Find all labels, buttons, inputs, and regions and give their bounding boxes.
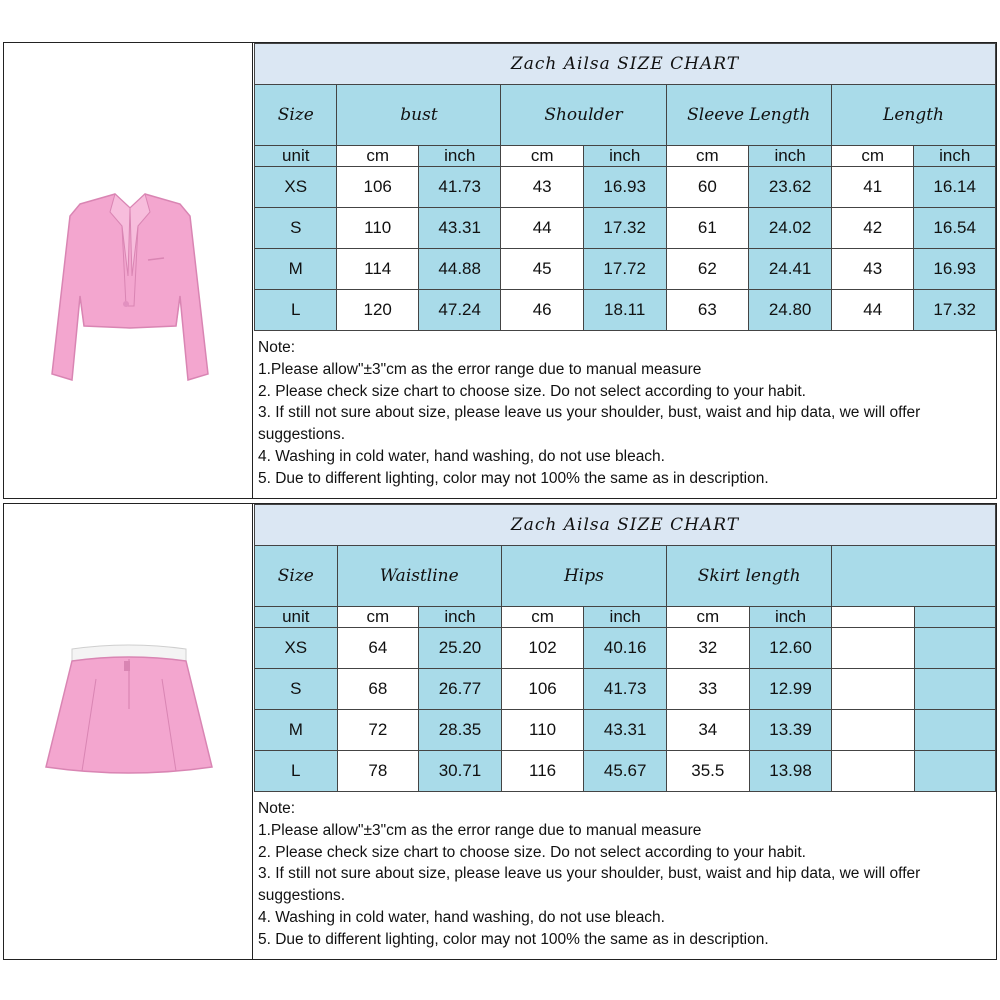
value-cell: 17.32 <box>914 290 996 331</box>
size-cell: S <box>255 669 338 710</box>
size-header: Size <box>255 546 338 607</box>
value-cell <box>832 628 914 669</box>
value-cell: 61 <box>666 208 749 249</box>
unit-label: unit <box>255 607 338 628</box>
value-cell: 12.99 <box>749 669 832 710</box>
notes-block <box>254 794 996 951</box>
skirt-length-header: Skirt length <box>666 546 831 607</box>
value-cell: 106 <box>337 167 418 208</box>
size-cell: M <box>255 249 337 290</box>
unit-cell: inch <box>583 146 666 167</box>
value-cell: 13.39 <box>749 710 832 751</box>
table-row <box>255 208 996 249</box>
note-line: 2. Please check size chart to choose size. Do not select according to your habit. <box>258 843 806 861</box>
bust-header: bust <box>337 85 501 146</box>
value-cell <box>832 710 914 751</box>
table-row <box>255 167 996 208</box>
value-cell: 30.71 <box>419 751 502 792</box>
value-cell: 116 <box>501 751 584 792</box>
value-cell: 41 <box>832 167 914 208</box>
size-cell: L <box>255 290 337 331</box>
table-row <box>255 290 996 331</box>
size-cell: XS <box>255 628 338 669</box>
empty-header <box>832 546 996 607</box>
sleeve-length-header: Sleeve Length <box>666 85 832 146</box>
value-cell: 64 <box>337 628 419 669</box>
value-cell: 16.93 <box>583 167 666 208</box>
value-cell: 46 <box>501 290 583 331</box>
value-cell: 24.80 <box>749 290 832 331</box>
value-cell: 16.93 <box>914 249 996 290</box>
note-line: 4. Washing in cold water, hand washing, do not use bleach. <box>258 447 665 465</box>
value-cell: 25.20 <box>419 628 502 669</box>
value-cell: 35.5 <box>666 751 749 792</box>
value-cell: 114 <box>337 249 418 290</box>
value-cell: 63 <box>666 290 749 331</box>
note-line: 3. If still not sure about size, please leave us your shoulder, bust, waist and hip data, we will offer suggestions. <box>258 865 921 905</box>
pink-skirt-image <box>34 639 224 784</box>
skirt-size-panel <box>3 503 997 960</box>
unit-cell: cm <box>337 146 418 167</box>
value-cell: 16.14 <box>914 167 996 208</box>
value-cell: 110 <box>501 710 584 751</box>
table-row <box>255 628 996 669</box>
value-cell: 34 <box>666 710 749 751</box>
value-cell: 41.73 <box>418 167 501 208</box>
chart-title: Zach Ailsa SIZE CHART <box>255 505 996 546</box>
value-cell: 26.77 <box>419 669 502 710</box>
value-cell: 60 <box>666 167 749 208</box>
value-cell: 18.11 <box>583 290 666 331</box>
unit-cell: inch <box>418 146 501 167</box>
unit-cell: inch <box>584 607 667 628</box>
size-header: Size <box>255 85 337 146</box>
value-cell <box>832 751 914 792</box>
value-cell: 17.32 <box>583 208 666 249</box>
value-cell: 43.31 <box>418 208 501 249</box>
value-cell: 78 <box>337 751 419 792</box>
unit-cell <box>914 607 995 628</box>
note-heading: Note: <box>258 800 296 817</box>
note-line: 4. Washing in cold water, hand washing, do not use bleach. <box>258 908 665 926</box>
size-cell: L <box>255 751 338 792</box>
pink-blazer-image <box>40 186 220 386</box>
chart-title: Zach Ailsa SIZE CHART <box>255 44 996 85</box>
table-row <box>255 710 996 751</box>
value-cell: 16.54 <box>914 208 996 249</box>
blazer-size-table <box>254 43 996 331</box>
value-cell: 106 <box>501 669 584 710</box>
value-cell: 44 <box>832 290 914 331</box>
waistline-header: Waistline <box>337 546 501 607</box>
value-cell: 28.35 <box>419 710 502 751</box>
unit-cell: cm <box>666 607 749 628</box>
value-cell: 120 <box>337 290 418 331</box>
value-cell: 45.67 <box>584 751 667 792</box>
value-cell: 44 <box>501 208 583 249</box>
blazer-photo <box>4 43 253 498</box>
unit-cell: cm <box>501 146 583 167</box>
value-cell: 32 <box>666 628 749 669</box>
value-cell: 62 <box>666 249 749 290</box>
value-cell: 40.16 <box>584 628 667 669</box>
note-heading: Note: <box>258 339 296 356</box>
note-line: 1.Please allow"±3"cm as the error range due to manual measure <box>258 821 702 839</box>
value-cell: 33 <box>666 669 749 710</box>
unit-cell: inch <box>419 607 502 628</box>
unit-cell: cm <box>666 146 749 167</box>
value-cell <box>832 669 914 710</box>
value-cell: 42 <box>832 208 914 249</box>
table-row <box>255 669 996 710</box>
note-line: 1.Please allow"±3"cm as the error range due to manual measure <box>258 360 702 378</box>
hips-header: Hips <box>501 546 666 607</box>
value-cell: 47.24 <box>418 290 501 331</box>
value-cell <box>914 751 995 792</box>
note-line: 5. Due to different lighting, color may not 100% the same as in description. <box>258 469 769 487</box>
skirt-photo <box>4 504 253 959</box>
note-line: 2. Please check size chart to choose size. Do not select according to your habit. <box>258 382 806 400</box>
value-cell: 68 <box>337 669 419 710</box>
unit-cell: cm <box>337 607 419 628</box>
unit-cell: cm <box>832 146 914 167</box>
value-cell: 72 <box>337 710 419 751</box>
size-cell: M <box>255 710 338 751</box>
value-cell: 13.98 <box>749 751 832 792</box>
value-cell: 23.62 <box>749 167 832 208</box>
table-row <box>255 751 996 792</box>
value-cell: 24.02 <box>749 208 832 249</box>
value-cell: 43.31 <box>584 710 667 751</box>
skirt-size-table <box>254 504 996 792</box>
unit-cell: cm <box>501 607 584 628</box>
value-cell: 12.60 <box>749 628 832 669</box>
shoulder-header: Shoulder <box>501 85 666 146</box>
value-cell: 44.88 <box>418 249 501 290</box>
blazer-size-panel <box>3 42 997 499</box>
value-cell <box>914 710 995 751</box>
value-cell: 41.73 <box>584 669 667 710</box>
unit-label: unit <box>255 146 337 167</box>
note-line: 3. If still not sure about size, please leave us your shoulder, bust, waist and hip data, we will offer suggestions. <box>258 404 921 444</box>
value-cell <box>914 669 995 710</box>
length-header: Length <box>832 85 996 146</box>
unit-cell: inch <box>914 146 996 167</box>
unit-cell: inch <box>749 146 832 167</box>
value-cell: 24.41 <box>749 249 832 290</box>
value-cell: 43 <box>501 167 583 208</box>
notes-block <box>254 333 996 490</box>
unit-cell <box>832 607 914 628</box>
value-cell: 17.72 <box>583 249 666 290</box>
value-cell: 110 <box>337 208 418 249</box>
unit-cell: inch <box>749 607 832 628</box>
size-cell: S <box>255 208 337 249</box>
table-row <box>255 249 996 290</box>
value-cell: 102 <box>501 628 584 669</box>
value-cell: 43 <box>832 249 914 290</box>
size-cell: XS <box>255 167 337 208</box>
value-cell: 45 <box>501 249 583 290</box>
value-cell <box>914 628 995 669</box>
note-line: 5. Due to different lighting, color may not 100% the same as in description. <box>258 930 769 948</box>
